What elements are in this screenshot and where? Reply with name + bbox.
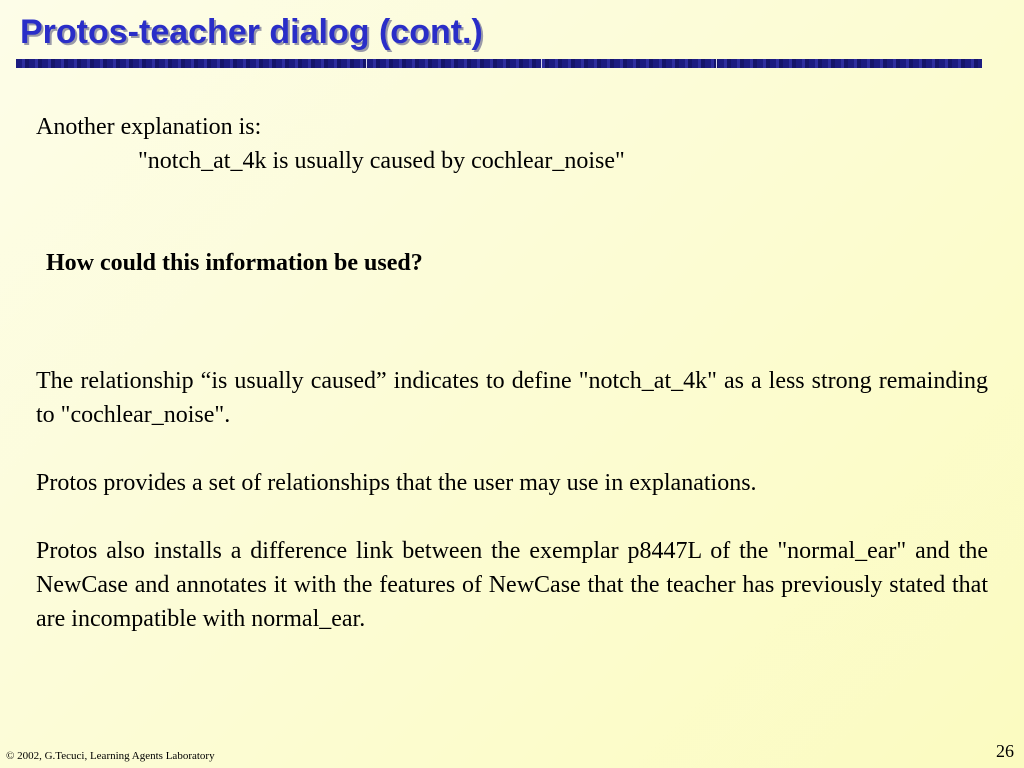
intro-text: Another explanation is: (36, 114, 262, 140)
paragraph-relationship: The relationship “is usually caused” indicates to define "notch_at_4k" as a less strong remainding to "cochlear_noise". (36, 368, 988, 428)
footer-copyright: © 2002, G.Tecuci, Learning Agents Laboratory (6, 750, 215, 762)
slide-title: Protos-teacher dialog (cont.) (20, 13, 483, 51)
explanation-quote: "notch_at_4k is usually caused by cochlear_noise" (138, 148, 625, 174)
paragraph-difference-link: Protos also installs a difference link between the exemplar p8447L of the "normal_ear" and the NewCase and annotates it with the features of NewCase that the teacher has previously stated that are incompatible with normal_ear. (36, 538, 988, 632)
divider-segment-gap (366, 59, 367, 68)
page-number: 26 (996, 741, 1014, 761)
paragraph-relationships-set: Protos provides a set of relationships that the user may use in explanations. (36, 470, 757, 496)
question-text: How could this information be used? (46, 250, 423, 276)
title-divider (16, 59, 982, 68)
divider-segment-gap (716, 59, 717, 68)
divider-segment-gap (541, 59, 542, 68)
